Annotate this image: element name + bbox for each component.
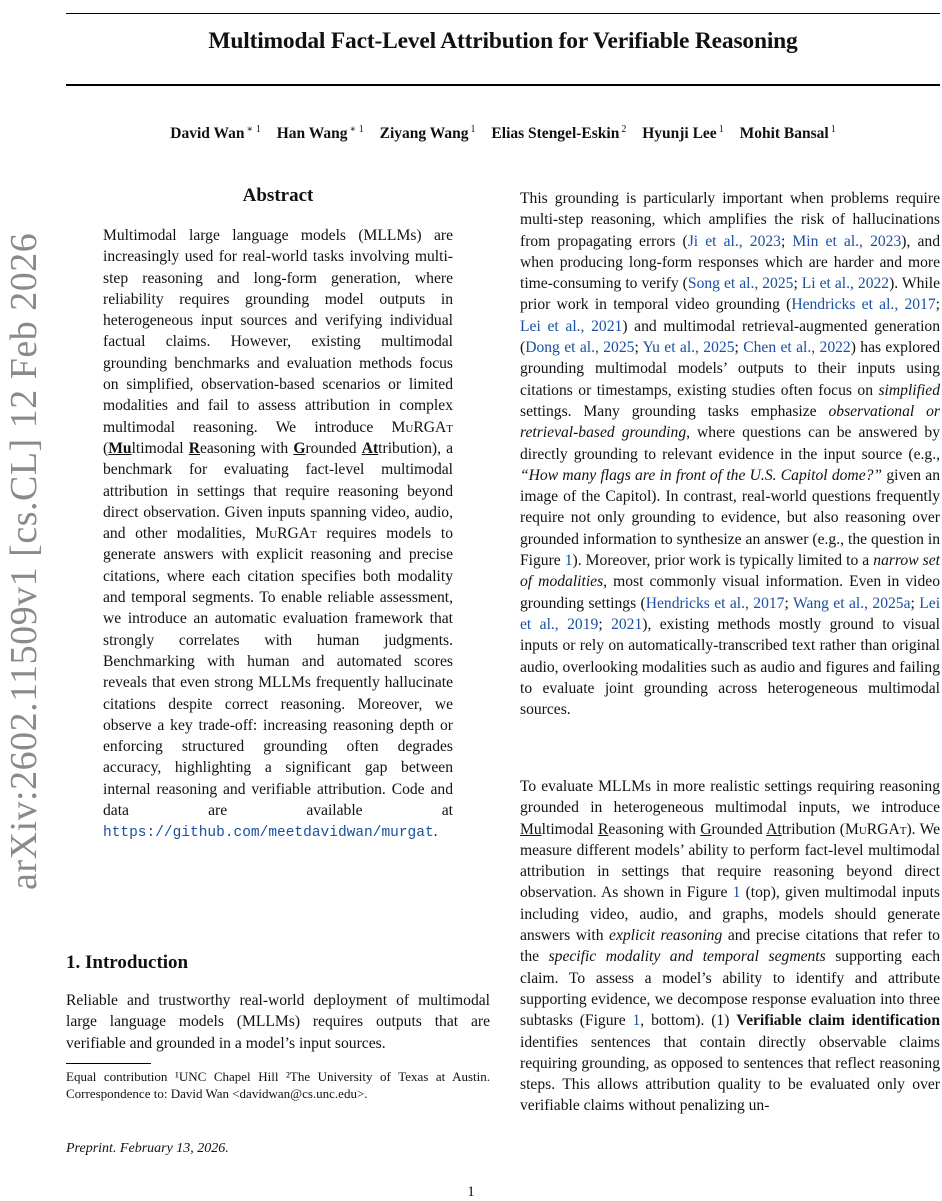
author: Mohit Bansal $^1$: [739, 124, 836, 142]
page-number: 1: [467, 1184, 475, 1200]
arxiv-stamp: arXiv:2602.11509v1 [cs.CL] 12 Feb 2026: [3, 232, 45, 890]
title-bottom-rule: [66, 84, 940, 86]
preprint-line: Preprint. February 13, 2026.: [66, 1141, 229, 1156]
author: David Wan $^{∗ 1}$: [170, 124, 261, 142]
intro-paragraph: Reliable and trustworthy real-world deployment of multimodal large language models (MLLMs) requires outputs that are verifiable and grounded in a model’s input sources.: [66, 992, 490, 1052]
right-column-paragraph-1: This grounding is particularly important when problems require multi-step reasoning, which amplifies the risk of hallucinations from propagating errors (Ji et al., 2023; Min et al., 2023), and when producing long-form responses which are harder and more time-consuming to verify (Song et al., 2025; Li et al., 2022). While prior work in temporal video grounding (Hendricks et al., 2017; Lei et al., 2021) and multimodal retrieval-augmented generation (Dong et al., 2025; Yu et al., 2025; Chen et al., 2022) has explored grounding multimodal models’ outputs to their inputs using citations or timestamps, existing studies often focus on simplified settings. Many grounding tasks emphasize observational or retrieval-based grounding, where questions can be answered by directly grounding to relevant evidence in the input source (e.g., “How many flags are in front of the U.S. Capitol dome?” given an image of the Capitol). In contrast, real-world questions frequently require not only grounding to evidence, but also reasoning over grounded information to synthesize an answer (e.g., the question in Figure 1). Moreover, prior work is typically limited to a narrow set of modalities, most commonly visual information. Even in video grounding settings (Hendricks et al., 2017; Wang et al., 2025a; Lei et al., 2019; 2021), existing methods mostly ground to visual inputs or rely on automatically-transcribed text rather than original audio, overlooking modalities such as audio and figures and failing to evaluate joint grounding across heterogeneous multimodal sources.: [520, 190, 941, 719]
author: Hyunji Lee $^1$: [642, 124, 724, 142]
title-top-rule: [66, 13, 940, 14]
intro-heading: 1. Introduction: [66, 952, 189, 973]
author-list: [66, 124, 940, 143]
author: Han Wang $^{∗ 1}$: [276, 124, 364, 142]
author: Ziyang Wang $^1$: [379, 124, 476, 142]
footnote-rule: [66, 1063, 151, 1064]
code-link[interactable]: https://github.com/meetdavidwan/murgat: [103, 825, 434, 842]
right-column-paragraph-2: To evaluate MLLMs in more realistic settings requiring reasoning grounded in heterogeneous multimodal inputs, we introduce Multimodal Reasoning with Grounded Attribution (MuRGAt). We measure different models’ ability to perform fact-level multimodal attribution in settings that require reasoning beyond direct observation. As shown in Figure 1 (top), given multimodal inputs including video, audio, and graphs, models should generate answers with explicit reasoning and precise citations that refer to the specific modality and temporal segments supporting each claim. To assess a model’s ability to identify and attribute supporting evidence, we decompose response evaluation into three subtasks (Figure 1, bottom). (1) Verifiable claim identification identifies sentences that contain directly observable claims requiring grounding, as opposed to sentences that reflect reasoning steps. This allows attribution quality to be evaluated only over verifiable claims without penalizing un-: [520, 778, 941, 1115]
footnote: Equal contribution ¹UNC Chapel Hill ²The University of Texas at Austin. Correspondence to: David Wan <davidwan@cs.unc.edu>.: [66, 1069, 490, 1101]
author: Elias Stengel-Eskin $^2$: [491, 124, 627, 142]
abstract-body: Multimodal large language models (MLLMs) are increasingly used for real-world tasks involving multi-step reasoning and long-form generation, where reliability requires grounding model outputs in heterogeneous input sources and verifying individual factual claims. However, existing multimodal grounding benchmarks and evaluation methods focus on simplified, observation-based scenarios or limited modalities and fail to assess attribution in complex multimodal reasoning. We introduce MuRGAt (Multimodal Reasoning with Grounded Attribution), a benchmark for evaluating fact-level multimodal attribution in settings that require reasoning beyond direct observation. Given inputs spanning video, audio, and other modalities, MuRGAt requires models to generate answers with explicit reasoning and precise citations, where each citation specifies both modality and temporal segments. To enable reliable assessment, we introduce an automatic evaluation framework that strongly correlates with human judgments. Benchmarking with human and automated scores reveals that even strong MLLMs frequently hallucinate citations despite correct reasoning. Moreover, we observe a key trade-off: increasing reasoning depth or enforcing structured grounding often degrades accuracy, highlighting a significant gap between internal reasoning and verifiable attribution. Code and data are available at https://github.com/meetdavidwan/murgat.: [103, 227, 454, 842]
abstract-heading: Abstract: [242, 185, 314, 206]
paper-title: Multimodal Fact-Level Attribution for Verifiable Reasoning: [208, 28, 798, 54]
